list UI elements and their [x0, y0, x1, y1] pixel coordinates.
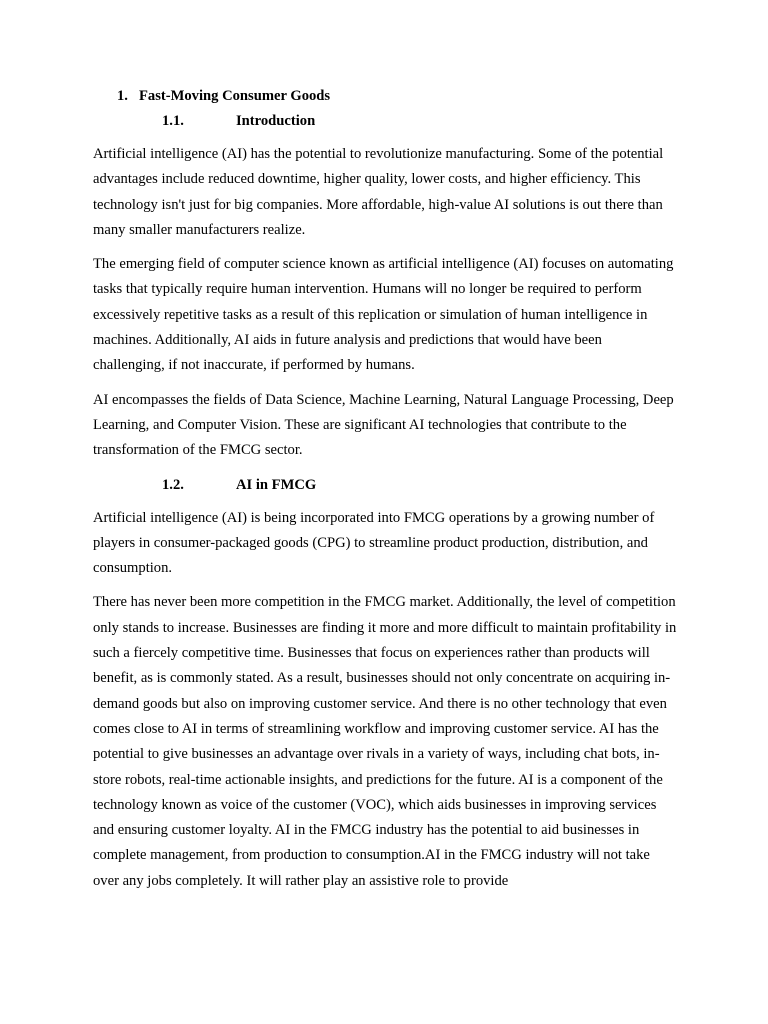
heading-title: Fast-Moving Consumer Goods	[139, 88, 331, 104]
document-body	[93, 84, 677, 903]
subheading-introduction	[162, 109, 677, 133]
subheading-ai-in-fmcg	[162, 473, 677, 497]
heading-number: 1.	[117, 88, 128, 104]
paragraph: There has never been more competition in the FMCG market. Additionally, the level of competition only stands to increase. Businesses are finding it more and more difficult to maintain profitability in such a fiercely competitive time. Businesses that focus on experiences rather than products will benefit, as is commonly stated. As a result, businesses should not only concentrate on acquiring in-demand goods but also on improving customer service. And there is no other technology that even comes close to AI in terms of streamlining workflow and improving customer service. AI has the potential to give businesses an advantage over rivals in a variety of ways, including chat bots, in-store robots, real-time actionable insights, and predictions for the future. AI is a component of the technology known as voice of the customer (VOC), which aids businesses in improving services and ensuring customer loyalty. AI in the FMCG industry has the potential to aid businesses in complete management, from production to consumption.AI in the FMCG industry will not take over any jobs completely. It will rather play an assistive role to provide	[93, 594, 677, 889]
subheading-number: 1.1.	[162, 113, 184, 129]
paragraph: The emerging field of computer science known as artificial intelligence (AI) focuses on automating tasks that typically require human intervention. Humans will no longer be required to perform excessively repetitive tasks as a result of this replication or simulation of human intelligence in machines. Additionally, AI aids in future analysis and predictions that would have been challenging, if not inaccurate, if performed by humans.	[93, 256, 674, 374]
paragraph: AI encompasses the fields of Data Science, Machine Learning, Natural Language Processing, Deep Learning, and Computer Vision. These are significant AI technologies that contribute to the transformation of the FMCG sector.	[93, 391, 674, 459]
subheading-title: AI in FMCG	[236, 476, 317, 493]
subheading-number: 1.2.	[162, 476, 184, 493]
subheading-title: Introduction	[236, 113, 316, 129]
paragraph: Artificial intelligence (AI) is being incorporated into FMCG operations by a growing number of players in consumer-packaged goods (CPG) to streamline product production, distribution, and consumption.	[93, 509, 655, 577]
heading-fast-moving-consumer-goods	[117, 84, 677, 108]
paragraph: Artificial intelligence (AI) has the potential to revolutionize manufacturing. Some of the potential advantages include reduced downtime, higher quality, lower costs, and higher efficiency. This technology isn't just for big companies. More affordable, high-value AI solutions is out there than many smaller manufacturers realize.	[93, 146, 664, 238]
